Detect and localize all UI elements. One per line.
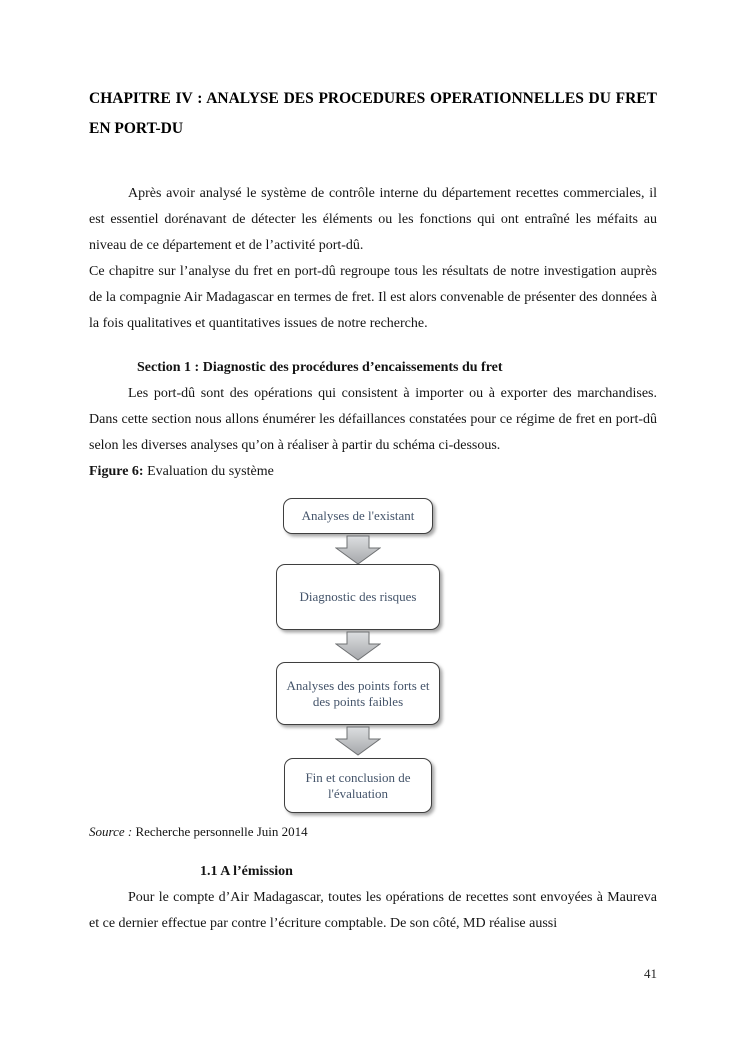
paragraph-emission: Pour le compte d’Air Madagascar, toutes les opérations de recettes sont envoyées à Maureva et ce dernier effectue par contre l’écriture comptable. De son côté, MD réalise aussi xyxy=(89,890,657,931)
paragraph-section-1: Les port-dû sont des opérations qui consistent à importer ou à exporter des marchandises. Dans cette section nous allons énumérer les défaillances constatées pour ce régime de fret en port-dû selon les diverses analyses qu’on à réaliser à partir du schéma ci-dessous. xyxy=(89,386,657,453)
flowchart-box-label: Analyses de l'existant xyxy=(301,508,415,523)
down-block-arrow-icon xyxy=(335,535,381,565)
page-content xyxy=(89,84,657,937)
figure-caption-label: Figure 6: xyxy=(89,464,144,479)
figure-caption xyxy=(89,459,657,485)
section-1-heading: Section 1 : Diagnostic des procédures d’encaissements du fret xyxy=(137,360,503,375)
paragraph-intro-1: Après avoir analysé le système de contrôle interne du département recettes commerciales, il est essentiel dorénavant de détecter les éléments ou les fonctions qui ont entraîné les méfaits au niveau de ce département et de l’activité port-dû. xyxy=(89,186,657,253)
flowchart-box-diagnostic-risques xyxy=(276,564,440,630)
subsection-1-1-heading: 1.1 A l’émission xyxy=(200,864,293,879)
flowchart-box-analyses-existant xyxy=(283,498,433,534)
flowchart-box-label: Fin et conclusion de l'évaluation xyxy=(305,769,411,801)
down-block-arrow-icon xyxy=(335,631,381,661)
figure-caption-text: Evaluation du système xyxy=(147,464,274,479)
flowchart-box-label: Diagnostic des risques xyxy=(299,589,417,604)
flowchart-box-fin-conclusion xyxy=(284,758,432,813)
down-block-arrow-icon xyxy=(335,726,381,756)
flowchart-box-points-forts-faibles xyxy=(276,662,440,725)
chapter-title: CHAPITRE IV : ANALYSE DES PROCEDURES OPERATIONNELLES DU FRET EN PORT-DU xyxy=(89,90,657,137)
evaluation-flowchart xyxy=(89,497,657,819)
source-label: Source : xyxy=(89,824,133,839)
figure-source xyxy=(89,819,657,845)
paragraph-intro-2: Ce chapitre sur l’analyse du fret en port-dû regroupe tous les résultats de notre investigation auprès de la compagnie Air Madagascar en termes de fret. Il est alors convenable de présenter des données à la fois qualitatives et quantitatives issues de notre recherche. xyxy=(89,264,657,331)
flowchart-box-label: Analyses des points forts et des points faibles xyxy=(286,677,430,709)
page-number: 41 xyxy=(644,966,657,981)
source-text: Recherche personnelle Juin 2014 xyxy=(135,824,308,839)
